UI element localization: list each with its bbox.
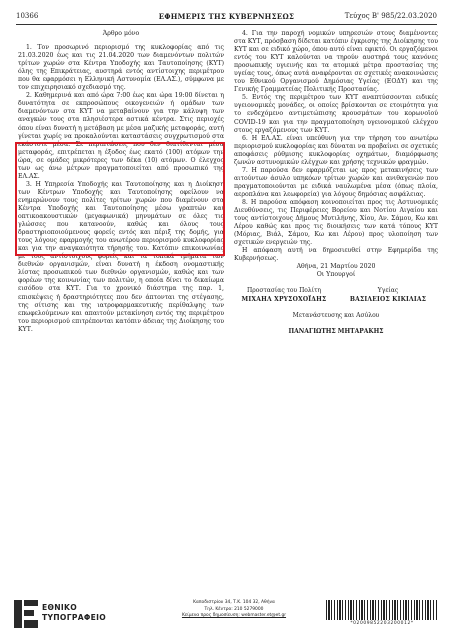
gazette-title: ΕΦΗΜΕΡΙΣ ΤΗΣ ΚΥΒΕΡΝΗΣΕΩΣ: [158, 12, 295, 21]
logo-line-2: ΤΥΠΟΓΡΑΦΕΙΟ: [42, 613, 106, 622]
logo-text: [42, 603, 106, 623]
paragraph-3: 3. Η Υπηρεσία Υποδοχής και Ταυτοποίησης και η Διοίκηση των Κέντρων Υποδοχής και Ταυτοποίησης οφείλουν να ενημερώνουν τους πολίτες τρίτων χωρών που διαμένουν στα Κέντρα Υποδοχής και Ταυτοποίησης μέσω γραπτών και οπτικοακουστικών (μεγαφωνικά) μηνυμάτων σε όλες τις γλώσσες που κατανοούν, καθώς και όλους τους δραστηριοποιούμενους φορείς εντός και πέριξ της δομής, για τους λόγους εφαρμογής του ανωτέρου περιορισμού κυκλοφορίας και για την αναγκαιότητα τήρησής του. Κατόπιν επικοινωνίας με τους αντίστοιχους φορείς και τα τοπικά τμήματα των διεθνών οργανισμών, είναι δυνατή η έκδοση ονομαστικής λίστας προσωπικού των διεθνών οργανισμών, καθώς και των φορέων της κοινωνίας των πολιτών, η οποία δίνει το δικαίωμα εισόδου στα ΚΥΤ. Για το χρονικό διάστημα της παρ. 1, επισκέψεις ή δραστηριότητες που δεν άπτονται της στέγασης, της σίτισης και της ιατροφαρμακευτικής περίθαλψης των επωφελούμενων και απαιτούν μετακίνηση εντός της περιμέτρου του περιορισμού επιτρέπονται κατόπιν άδειας της Διοίκησης του ΚΥΤ.: [18, 180, 224, 333]
footer-web: Κείμενα προς δημοσίευση: webmaster.et@et.gr: [181, 613, 287, 619]
barcode-number: *02009852203200012*: [350, 621, 414, 626]
paragraph-5: 5. Εντός της περιμέτρου των ΚΥΤ αναπτύσσονται ειδικές υγειονομικές μονάδες, οι οποίες βρίσκονται σε ετοιμότητα για το ενδεχόμενο αντιμετώπισης κρουσμάτων του κορωνοϊού COVID-19 και για την πραγματοποίηση υγειονομικού ελέγχου στους εργαζόμενους των ΚΥΤ.: [234, 94, 438, 134]
right-column: [234, 30, 438, 336]
highlight-box: [15, 142, 225, 256]
paragraph-8: 8. Η παρούσα απόφαση κοινοποιείται προς τις Αστυνομικές Διευθύνσεις, τις Περιφέρειες Βορείου και Νοτίου Αιγαίου και τους αντίστοιχους Δήμους Μυτιλήνης, Χίου, Αν. Σάμου, Κω και Λέρου καθώς και προς τις διοικήσεις των κατά τόπους ΚΥΤ (Μόριας, Βιάλ, Σάμου, Κω και Λέρου) προς υλοποίηση των σχετικών ενεργειών της.: [234, 198, 438, 247]
left-column: [18, 30, 224, 334]
article-title: Άρθρο μόνο: [102, 30, 140, 37]
et-logo-icon: [14, 598, 38, 628]
minister-name: ΜΙΧΑΗΛ ΧΡΥΣΟΧΟΪΔΗΣ: [241, 295, 327, 303]
footer-info: [172, 600, 296, 620]
ministers-grid: [234, 287, 438, 303]
minister-role: Μετανάστευσης και Ασύλου: [292, 311, 380, 319]
publication-order: Η απόφαση αυτή να δημοσιευθεί στην Εφημερίδα της Κυβερνήσεως.: [234, 247, 438, 263]
page-footer: [0, 590, 453, 640]
paragraph-6: 6. Η ΕΛ.ΑΣ. είναι υπεύθυνη για την τήρηση του ανωτέρω περιορισμού κυκλοφορίας και δύναται να προβαίνει σε σχετικές αποφάσεις ρύθμισης κυκλοφορίας οχημάτων, διαμόρφωσης ζωνών αστυνομικών ελέγχων και χρήσης τεχνικών φραγμών.: [234, 134, 438, 166]
paragraph-2: 2. Καθημερινά και από ώρα 7:00 έως και ώρα 19:00 δίνεται η δυνατότητα σε εκπροσώπους οικογενειών ή ομάδων των διαμενόντων στα ΚΥΤ να μεταβαίνουν για την κάλυψη των αναγκών τους στα πλησιέστερα αστικά κέντρα. Στις περιοχές όπου είναι δυνατή η μετάβαση με μέσα μαζικής μεταφοράς, αυτή γίνεται χωρίς να προκαλούνται καταστάσεις συγχρωτισμού στα εκάστοτε μέσα. Σε περιπτώσεις που δεν διατίθενται μέσα μεταφοράς, επιτρέπεται η έξοδος έως εκατό (100) ατόμων την ώρα, σε ομάδες μικρότερες των δέκα (10) ατόμων. Ο έλεγχος των ως άνω μέτρων πραγματοποιείται από προσωπικό της ΕΛ.ΑΣ.: [18, 92, 224, 180]
minister-name: ΠΑΝΑΓΙΩΤΗΣ ΜΗΤΑΡΑΚΗΣ: [288, 327, 384, 335]
minister-role: Προστασίας του Πολίτη: [246, 287, 321, 295]
minister-name: ΒΑΣΙΛΕΙΟΣ ΚΙΚΙΛΙΑΣ: [349, 295, 427, 303]
national-printing-office-logo: [14, 598, 106, 630]
barcode: [326, 600, 438, 626]
issue-number: Τεύχος B' 985/22.03.2020: [344, 12, 437, 20]
footer-address: Καποδιστρίου 34, Τ.Κ. 104 32, Αθήνα: [193, 600, 275, 605]
footer-phone: Τηλ. Κέντρο: 210 5279000: [204, 606, 264, 612]
ministers-heading: Οι Υπουργοί: [316, 271, 356, 279]
logo-line-1: ΕΘΝΙΚΟ: [42, 603, 77, 612]
minister-role: Υγείας: [377, 287, 399, 295]
date-place: Αθήνα, 21 Μαρτίου 2020: [296, 263, 376, 271]
barcode-bars: [326, 600, 438, 620]
paragraph-4: 4. Για την παροχή νομικών υπηρεσιών στους διαμένοντες στα ΚΥΤ, πρόσβαση δίδεται κατόπιν έγκρισης της Διοίκησης του ΚΥΤ και σε ειδικό χώρο, όπου αυτό είναι εφικτό. Οι εργαζόμενοι εντός του ΚΥΤ καλούνται να τηρούν αυστηρά τους κανόνες προσωπικής υγιεινής και τα ατομικά μέτρα προστασίας της υγείας τους, όπως αυτά αναφέρονται σε σχετικές ανακοινώσεις του Εθνικού Οργανισμού Δημόσιας Υγείας (ΕΟΔΥ) και της Γενικής Γραμματείας Πολιτικής Προστασίας.: [234, 30, 439, 94]
header-rule: [16, 24, 437, 25]
third-minister: [234, 312, 438, 336]
page-header: [16, 9, 437, 23]
page-number: 10366: [16, 12, 39, 20]
paragraph-7: 7. Η παρούσα δεν εφαρμόζεται ως προς μετακινήσεις των αιτούντων άσυλο υπηκόων τρίτων χωρών και ανιθαγενών που πραγματοποιούνται με ειδικά ναυλωμένα μέσα (όπως πλοία, αεροπλάνα και λεωφορεία) για λόγους δημόσιας ασφάλειας.: [234, 166, 438, 198]
paragraph-1: 1. Τον προσωρινό περιορισμό της κυκλοφορίας από τις 21.03.2020 έως και τις 21.04.2020 των διαμενόντων πολιτών τρίτων χωρών στα Κέντρα Υποδοχής και Ταυτοποίησης (ΚΥΤ) όλης της Επικράτειας, αυστηρά εντός αντίστοιχης περιμέτρου που θα εφαρμόσει η Ελληνική Αστυνομία (ΕΛ.ΑΣ.), σύμφωνα με τον επιχειρησιακό σχεδιασμό της.: [18, 44, 224, 92]
